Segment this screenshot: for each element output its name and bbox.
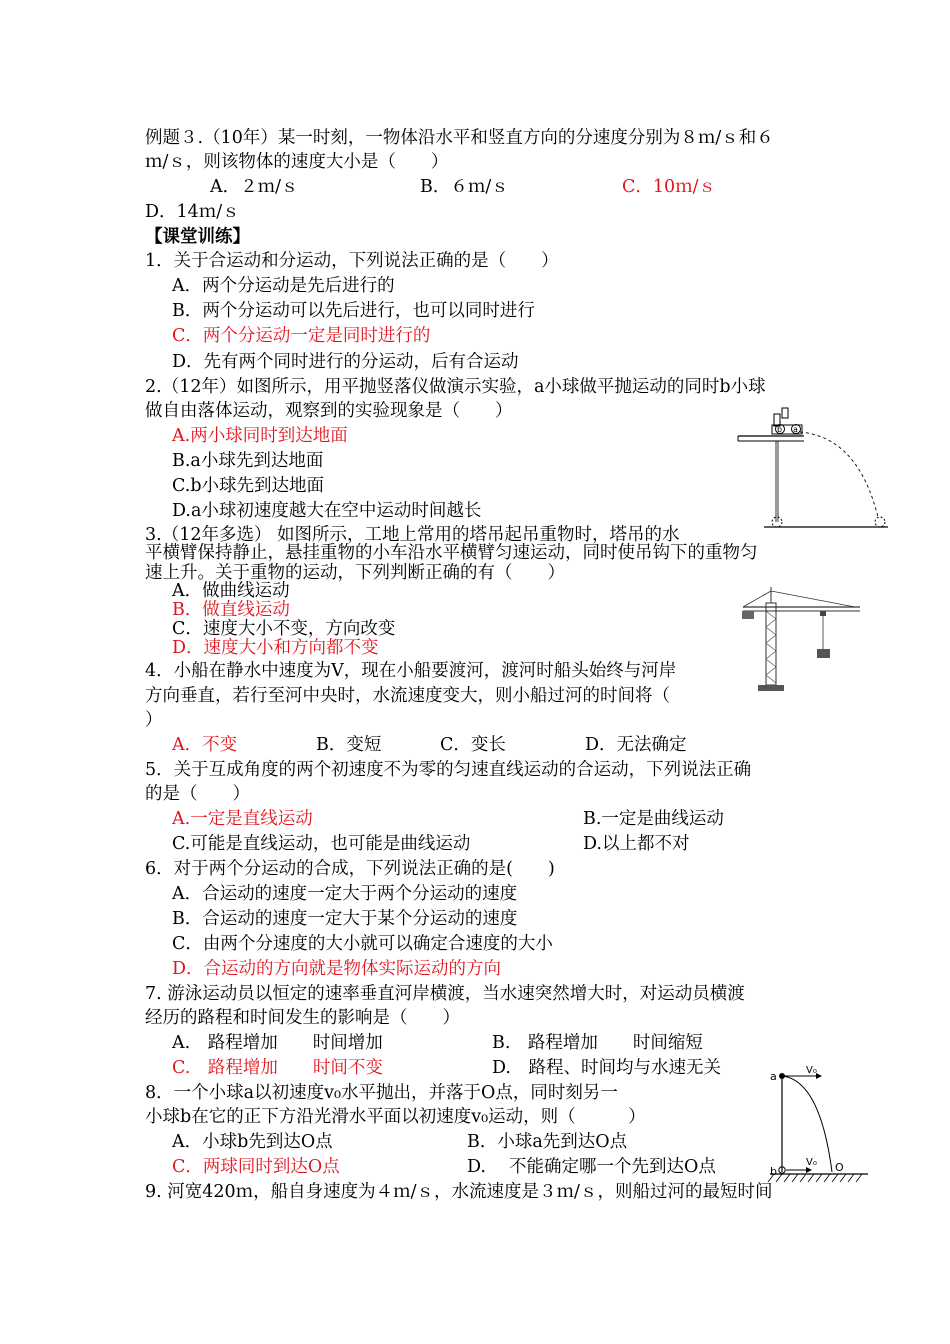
- q5-line2: 的是（ ）: [145, 784, 250, 804]
- q6-option-d: D．合运动的方向就是物体实际运动的方向: [172, 959, 502, 979]
- tower-crane-figure: [740, 585, 875, 695]
- q1-option-a: A．两个分运动是先后进行的: [172, 276, 395, 296]
- q7-option-d: D. 路程、时间均与水速无关: [492, 1058, 721, 1078]
- q3-option-b: B．做直线运动: [172, 600, 290, 620]
- q7-line1: 7. 游泳运动员以恒定的速率垂直河岸横渡，当水速突然增大时，对运动员横渡: [145, 984, 745, 1004]
- q2-line1: 2.（12年）如图所示，用平抛竖落仪做演示实验，a小球做平抛运动的同时b小球: [145, 377, 766, 397]
- q7-option-c: C. 路程增加 时间不变: [172, 1058, 383, 1078]
- fig-label-b: b: [777, 425, 783, 434]
- q3-option-d: D．速度大小和方向都不变: [172, 638, 379, 658]
- q3-line3: 速上升。关于重物的运动，下列判断正确的有（ ）: [145, 563, 565, 583]
- q3-option-a: A．做曲线运动: [172, 581, 290, 601]
- q6-option-c: C．由两个分速度的大小就可以确定合速度的大小: [172, 934, 553, 954]
- q8-option-c: C．两球同时到达O点: [172, 1157, 340, 1177]
- q4-option-b: B．变短: [316, 735, 382, 755]
- q1-option-b: B．两个分运动可以先后进行，也可以同时进行: [172, 301, 535, 321]
- q4-line1: 4．小船在静水中速度为V，现在小船要渡河，渡河时船头始终与河岸: [145, 661, 677, 681]
- q9-line1: 9. 河宽420ｍ，船自身速度为４ｍ/ｓ，水流速度是３ｍ/ｓ，则船过河的最短时间: [145, 1182, 773, 1202]
- example3-line2: ｍ/ｓ，则该物体的速度大小是（ ）: [145, 152, 449, 172]
- q4-option-d: D．无法确定: [585, 735, 687, 755]
- q8-line1: 8．一个小球a以初速度v₀水平抛出，并落于O点，同时刻另一: [145, 1083, 618, 1103]
- q6-option-a: A．合运动的速度一定大于两个分运动的速度: [172, 884, 518, 904]
- projectile-figure: [762, 1062, 872, 1186]
- q7-line2: 经历的路程和时间发生的影响是（ ）: [145, 1008, 460, 1028]
- q8-option-d: D. 不能确定哪一个先到达O点: [467, 1157, 716, 1177]
- q5-option-a: A.一定是直线运动: [172, 809, 313, 829]
- q4-option-a: A．不变: [172, 735, 238, 755]
- fig-v0-bottom: V₀: [806, 1157, 817, 1168]
- example3-line1: 例题３.（10年）某一时刻，一物体沿水平和竖直方向的分速度分别为８ｍ/ｓ和６: [145, 128, 774, 148]
- q1-option-c: C．两个分运动一定是同时进行的: [172, 326, 431, 346]
- example3-option-a: A．２ｍ/ｓ: [210, 177, 299, 197]
- q5-option-c: C.可能是直线运动，也可能是曲线运动: [172, 834, 471, 854]
- fig-label-a: a: [793, 425, 798, 434]
- q8-option-b: B．小球a先到达O点: [467, 1132, 628, 1152]
- fig-label-o: O: [835, 1161, 844, 1174]
- example3-option-d: D．14ｍ/ｓ: [145, 202, 240, 222]
- fig-label-a: a: [770, 1070, 777, 1083]
- q4-option-c: C．变长: [440, 735, 506, 755]
- q5-option-b: B.一定是曲线运动: [583, 809, 724, 829]
- q8-option-a: A．小球b先到达O点: [172, 1132, 333, 1152]
- q1-option-d: D．先有两个同时进行的分运动，后有合运动: [172, 352, 519, 372]
- q6-option-b: B．合运动的速度一定大于某个分运动的速度: [172, 909, 518, 929]
- example3-option-b: B．６ｍ/ｓ: [420, 177, 509, 197]
- fig-v0-top: V₀: [806, 1065, 817, 1076]
- section-title: 【课堂训练】: [145, 227, 250, 247]
- q2-option-c: C.b小球先到达地面: [172, 476, 325, 496]
- q2-option-b: B.a小球先到达地面: [172, 451, 324, 471]
- drop-apparatus-figure: [728, 392, 898, 537]
- q3-line1: 3.（12年多选） 如图所示，工地上常用的塔吊起吊重物时，塔吊的水: [145, 525, 680, 545]
- q2-option-a: A.两小球同时到达地面: [172, 426, 348, 446]
- q3-option-c: C．速度大小不变，方向改变: [172, 619, 396, 639]
- q4-line3: ）: [145, 710, 163, 730]
- q5-line1: 5．关于互成角度的两个初速度不为零的匀速直线运动的合运动，下列说法正确: [145, 760, 752, 780]
- q4-line2: 方向垂直，若行至河中央时，水流速度变大，则小船过河的时间将（: [145, 686, 670, 706]
- q8-line2: 小球b在它的正下方沿光滑水平面以初速度v₀运动，则（ ）: [145, 1107, 646, 1127]
- q2-line2: 做自由落体运动，观察到的实验现象是（ ）: [145, 401, 513, 421]
- q7-option-b: B. 路程增加 时间缩短: [492, 1033, 703, 1053]
- example3-option-c: C．10ｍ/ｓ: [622, 177, 717, 197]
- q1-stem: 1．关于合运动和分运动，下列说法正确的是（ ）: [145, 251, 559, 271]
- q7-option-a: A. 路程增加 时间增加: [172, 1033, 383, 1053]
- q6-stem: 6．对于两个分运动的合成，下列说法正确的是( ): [145, 859, 555, 879]
- q3-line2: 平横臂保持静止，悬挂重物的小车沿水平横臂匀速运动，同时使吊钩下的重物匀: [145, 543, 758, 563]
- q2-option-d: D.a小球初速度越大在空中运动时间越长: [172, 501, 482, 521]
- q5-option-d: D.以上都不对: [583, 834, 690, 854]
- fig-label-b: b: [770, 1165, 777, 1178]
